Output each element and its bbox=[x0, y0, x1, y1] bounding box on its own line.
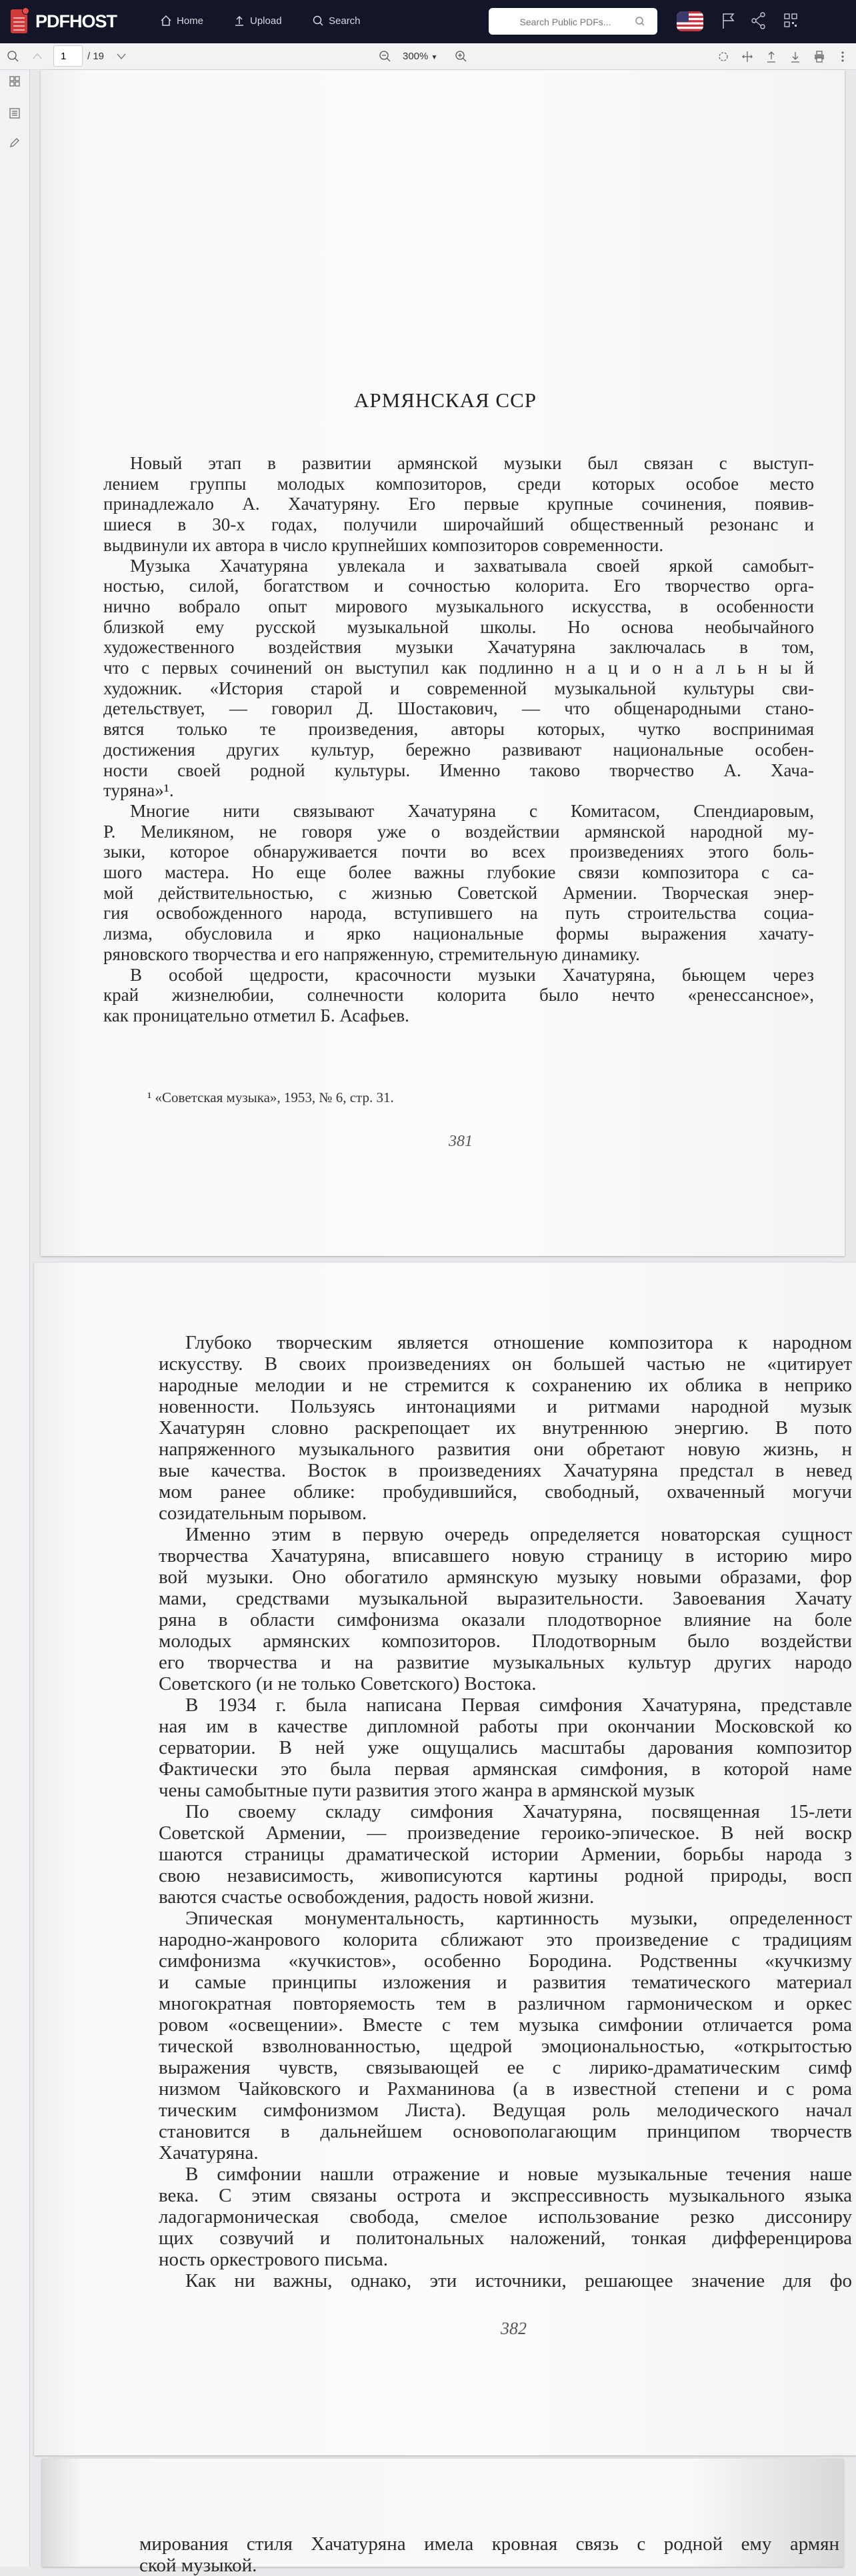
text-line: что с первых сочинений он выступил как подлинно н а ц и о н а л ь н ы й bbox=[103, 658, 814, 678]
text-line: вятся только те произведения, авторы которых, чутко воспринимая bbox=[103, 719, 814, 740]
text-line: Глубоко творческим является отношение композитора к народном bbox=[185, 1332, 852, 1353]
text-line: Фактически это была первая армянская симфония, в которой наме bbox=[159, 1758, 852, 1780]
text-line: детельствует, — говорил Д. Шостакович, — что общенародными стано- bbox=[103, 698, 814, 719]
text-line: край жизнелюбии, солнечности колорита было нечто «ренессансное», bbox=[103, 985, 814, 1005]
nav-home[interactable] bbox=[160, 15, 203, 27]
qr-code-icon[interactable] bbox=[784, 13, 797, 28]
text-line: По своему складу симфония Хачатуряна, посвященная 15-лети bbox=[185, 1801, 852, 1822]
page-number: 382 bbox=[501, 2319, 527, 2338]
text-line: ная им в качестве дипломной работы при окончании Московской ко bbox=[159, 1716, 852, 1737]
text-line: лением группы молодых композиторов, среди которых особое место bbox=[103, 473, 814, 494]
more-icon[interactable] bbox=[840, 50, 845, 63]
public-pdf-search bbox=[489, 8, 657, 35]
page-body-text bbox=[103, 453, 814, 1026]
text-line: созидательным порывом. bbox=[159, 1503, 367, 1524]
page-body-text bbox=[139, 2533, 839, 2576]
text-line: мом ранее облике: пробудившийся, свободный, охваченный могучи bbox=[159, 1481, 852, 1503]
text-line: творчества Хачатуряна, вписавшего новую страницу в историю миро bbox=[159, 1545, 852, 1567]
text-line: и самые принципы изложения и развития тематического материал bbox=[159, 1972, 852, 1993]
logo-text: PDFHOST bbox=[35, 11, 117, 31]
us-flag-icon[interactable] bbox=[677, 11, 703, 31]
find-icon[interactable] bbox=[7, 50, 20, 63]
paragraph bbox=[103, 965, 814, 1026]
paragraph bbox=[159, 1524, 852, 1694]
paragraph bbox=[159, 1908, 852, 2164]
text-line: ской музыкой. bbox=[139, 2555, 257, 2576]
paragraph bbox=[139, 2533, 839, 2576]
pdf-page-383 bbox=[42, 2459, 843, 2576]
text-line: Новый этап в развитии армянской музыки был связан с выступ- bbox=[130, 453, 814, 473]
total-pages: / 19 bbox=[87, 51, 105, 62]
outline-icon[interactable] bbox=[9, 107, 21, 119]
search-icon bbox=[312, 15, 324, 27]
text-line: Эпическая монументальность, картинность музыки, определенност bbox=[185, 1908, 852, 1929]
search-icon[interactable] bbox=[635, 16, 645, 27]
text-line: близкой ему русской музыкальной школы. Но основа необычайного bbox=[103, 616, 814, 637]
zoom-level-select[interactable] bbox=[403, 51, 437, 62]
page-title: АРМЯНСКАЯ ССР bbox=[354, 388, 537, 412]
home-icon bbox=[160, 15, 172, 27]
text-line: молодых армянских композиторов. Плодотворным было воздействи bbox=[159, 1630, 852, 1652]
text-line: напряженного музыкального развития они обретают новую жизнь, н bbox=[159, 1439, 852, 1460]
text-line: В особой щедрости, красочности музыки Хачатуряна, бьющем через bbox=[130, 964, 814, 985]
print-icon[interactable] bbox=[813, 50, 825, 63]
text-line: свою независимость, живописуются картины родной природы, восп bbox=[159, 1865, 852, 1886]
upload-icon bbox=[233, 15, 245, 27]
text-line: Советской Армении, — произведение героико-эпическое. В ней воскр bbox=[159, 1822, 852, 1844]
text-line: вой музыки. Оно обогатило армянскую музыку новыми образами, фор bbox=[159, 1567, 852, 1588]
text-line: Хачатурян словно раскрепощает их внутреннюю энергию. В пото bbox=[159, 1417, 852, 1439]
text-line: вые качества. Восток в произведениях Хачатуряна предстал в невед bbox=[159, 1460, 852, 1481]
text-line: лизма, обусловила и ярко национальные формы выражения хачату- bbox=[103, 924, 814, 944]
text-line: низмом Чайковского и Рахманинова (а в известной степени и с рома bbox=[159, 2078, 852, 2100]
text-line: ностью, силой, богатством и сочностью колорита. Его творчество орга- bbox=[103, 576, 814, 596]
text-line: Именно этим в первую очередь определяется новаторская сущност bbox=[185, 1524, 852, 1545]
paragraph bbox=[159, 2270, 852, 2291]
paragraph bbox=[103, 801, 814, 965]
paragraph bbox=[159, 1694, 852, 1801]
text-line: нично вобрало опыт мирового музыкального искусства, в особенности bbox=[103, 596, 814, 616]
paragraph bbox=[159, 1801, 852, 1908]
text-line: Музыка Хачатуряна увлекала и захватывала своей яркой самобыт- bbox=[130, 555, 814, 576]
text-line: Как ни важны, однако, эти источники, решающее значение для фо bbox=[185, 2270, 852, 2291]
text-line: принадлежало А. Хачатуряну. Его первые крупные сочинения, появив- bbox=[103, 494, 814, 514]
text-line: В 1934 г. была написана Первая симфония Хачатуряна, представле bbox=[185, 1694, 852, 1716]
text-line: шого мастера. Но еще более важны глубокие связи композитора с са- bbox=[103, 862, 814, 883]
text-line: Советского (и не только Советского) Востока. bbox=[159, 1673, 537, 1694]
nav-search[interactable] bbox=[312, 15, 361, 27]
text-line: новенности. Пользуясь интонациями и ритмами народной музык bbox=[159, 1396, 852, 1417]
text-line: искусству. В своих произведениях он большей частью не «цитирует bbox=[159, 1353, 852, 1375]
footnote: ¹ «Советская музыка», 1953, № 6, стр. 31. bbox=[147, 1089, 394, 1105]
page-number: 381 bbox=[449, 1133, 473, 1150]
text-line: века. С этим связаны острота и экспрессивность музыкального языка bbox=[159, 2185, 852, 2206]
page-body-text bbox=[159, 1332, 852, 2291]
rotate-icon[interactable] bbox=[717, 50, 729, 63]
logo[interactable] bbox=[11, 9, 117, 33]
top-navbar bbox=[0, 0, 856, 43]
text-line: художник. «История старой и современной музыкальной культуры сви- bbox=[103, 678, 814, 698]
share-icon[interactable] bbox=[751, 12, 766, 29]
text-line: мой действительностью, с жизнью Советской Армении. Творческая энер- bbox=[103, 882, 814, 903]
text-line: мами, средствами музыкальной выразительности. Завоевания Хачату bbox=[159, 1588, 852, 1609]
paragraph bbox=[103, 453, 814, 556]
text-line: ность оркестрового письма. bbox=[159, 2249, 388, 2270]
text-line: туряна»¹. bbox=[103, 780, 174, 801]
nav-home-label: Home bbox=[177, 15, 204, 27]
text-line: ности своей родной культуры. Именно таково творчество А. Хача- bbox=[103, 760, 814, 780]
next-page-icon[interactable] bbox=[116, 50, 127, 63]
paragraph bbox=[159, 2164, 852, 2270]
text-line: В симфонии нашли отражение и новые музыкальные течения наше bbox=[185, 2164, 852, 2185]
text-line: шаются страницы драматической истории Армении, борьбы народа з bbox=[159, 1844, 852, 1865]
paragraph bbox=[103, 556, 814, 801]
nav-upload[interactable] bbox=[233, 15, 282, 27]
nav-upload-label: Upload bbox=[250, 15, 282, 27]
paragraph bbox=[159, 1332, 852, 1524]
text-line: шиеся в 30-х годах, получили широчайший общественный резонанс и bbox=[103, 514, 814, 535]
text-line: многократная повторяемость тем в различном гармоническом и оркес bbox=[159, 1993, 852, 2014]
text-line: тической взволнованностью, щедрой эмоциональностью, «открытостью bbox=[159, 2036, 852, 2057]
viewer-sidebar bbox=[0, 70, 30, 2567]
text-line: гия освобожденного народа, вступившего на путь строительства социа- bbox=[103, 903, 814, 924]
text-line: симфонизма «кучкистов», особенно Бородина. Родственны «кучкизму bbox=[159, 1950, 852, 1972]
text-line: Р. Меликяном, не говоря уже о воздействии армянской народной му- bbox=[103, 821, 814, 842]
upload-icon[interactable] bbox=[765, 50, 777, 63]
pdf-page-381 bbox=[41, 70, 845, 1256]
text-line: народные мелодии и не стремится к сохранению их облика в неприко bbox=[159, 1375, 852, 1396]
text-line: чены самобытные пути развития этого жанра в армянской музык bbox=[159, 1780, 695, 1801]
zoom-level: 300% bbox=[403, 51, 429, 62]
download-icon[interactable] bbox=[789, 50, 801, 63]
text-line: ряна в области симфонизма оказали плодотворное влияние на боле bbox=[159, 1609, 852, 1630]
text-line: как проницательно отметил Б. Асафьев. bbox=[103, 1005, 409, 1025]
text-line: мирования стиля Хачатуряна имела кровная связь с родной ему армян bbox=[139, 2533, 839, 2555]
previous-page-icon[interactable] bbox=[32, 50, 43, 63]
flag-icon[interactable] bbox=[721, 12, 736, 29]
pdf-toolbar bbox=[0, 43, 856, 70]
text-line: выдвинули их автора в число крупнейших композиторов современности. bbox=[103, 534, 664, 555]
pdf-page-382 bbox=[34, 1263, 856, 2455]
search-input[interactable] bbox=[501, 8, 630, 36]
thumbnails-icon[interactable] bbox=[9, 75, 21, 87]
text-line: ладогармоническая свобода, смелое использование резко диссониру bbox=[159, 2206, 852, 2228]
pdf-logo-icon bbox=[11, 9, 27, 33]
chevron-down-icon: ▼ bbox=[431, 54, 438, 61]
text-line: художественного воздействия музыки Хачатуряна заключалась в том, bbox=[103, 637, 814, 658]
text-line: ваются счастье освобождения, радость новой жизни. bbox=[159, 1886, 595, 1908]
page-number-input[interactable] bbox=[53, 45, 83, 67]
zoom-out-icon[interactable] bbox=[379, 50, 392, 63]
text-line: серватории. В ней уже ощущались масштабы дарования композитор bbox=[159, 1737, 852, 1758]
nav-search-label: Search bbox=[329, 15, 361, 27]
annotate-icon[interactable] bbox=[9, 137, 21, 149]
zoom-in-icon[interactable] bbox=[455, 50, 468, 63]
text-line: щих созвучий и политональных наложений, тонкая дифференцирова bbox=[159, 2228, 852, 2249]
text-line: его творчества и на развитие музыкальных культур других народо bbox=[159, 1652, 852, 1673]
text-line: Многие нити связывают Хачатуряна с Комитасом, Спендиаровым, bbox=[130, 800, 814, 821]
text-line: тическим симфонизмом Листа). Ведущая роль мелодического начал bbox=[159, 2100, 852, 2121]
text-line: зыки, которое обнаруживается почти во всех произведениях этого боль- bbox=[103, 842, 814, 862]
text-line: Хачатуряна. bbox=[159, 2142, 259, 2164]
text-line: выражения чувств, связывающей ее с лирико-драматическим симф bbox=[159, 2057, 852, 2078]
text-line: становится в дальнейшем основополагающим принципом творчеств bbox=[159, 2121, 852, 2142]
text-line: ровом «освещении». Вместе с тем музыка симфонии отличается рома bbox=[159, 2014, 852, 2036]
text-line: ряновского творчества и его напряженную, стремительную динамику. bbox=[103, 944, 640, 964]
text-line: достижения других культур, бережно развивают национальные особен- bbox=[103, 739, 814, 760]
fit-width-icon[interactable] bbox=[741, 50, 753, 63]
text-line: народно-жанрового колорита сближают это произведение с традициям bbox=[159, 1929, 852, 1950]
